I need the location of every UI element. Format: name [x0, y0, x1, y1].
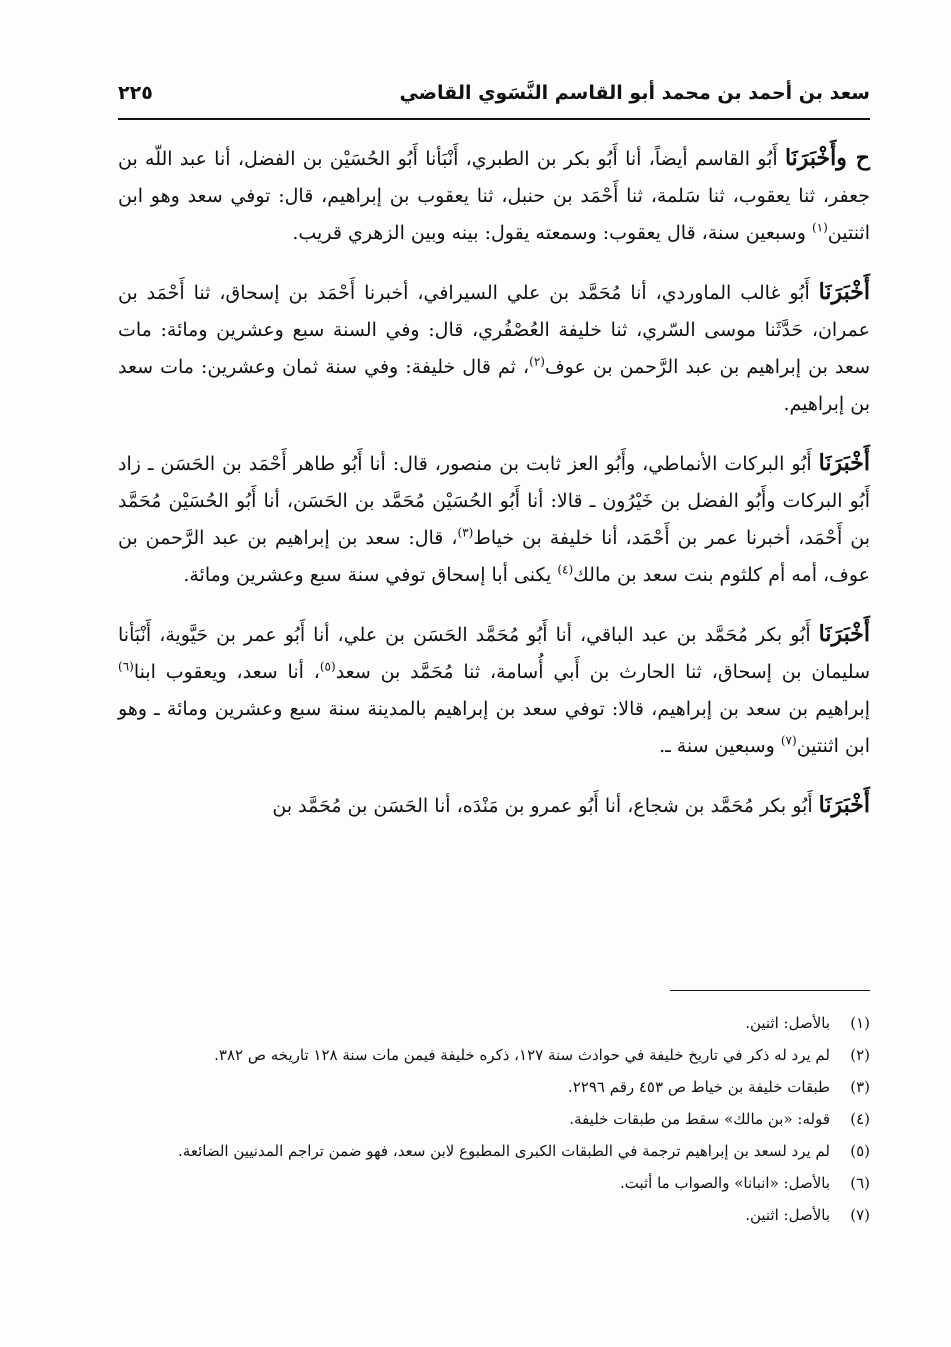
header-rule — [118, 118, 870, 120]
footnote-number: (٢) — [850, 1046, 870, 1064]
footnote-rule — [670, 990, 870, 991]
footnote-text: بالأصل: اثنين. — [745, 1206, 830, 1224]
paragraph — [118, 787, 870, 825]
footnote-marker: (٢) — [529, 354, 545, 369]
paragraph-lead: أَخْبَرَنَا — [818, 450, 870, 476]
footnote-text: لم يرد له ذكر في تاريخ خليفة في حوادث سنة ١٢٧، ذكره خليفة فيمن مات سنة ١٢٨ تاريخه ص ٣٨٢. — [214, 1046, 830, 1064]
footnotes — [118, 1010, 870, 1234]
page-header — [118, 80, 870, 114]
footnote — [118, 1074, 870, 1100]
footnote-text: طبقات خليفة بن خياط ص ٤٥٣ رقم ٢٢٩٦. — [567, 1078, 830, 1096]
footnote-number: (٧) — [850, 1206, 870, 1224]
footnote-text: بالأصل: اثنين. — [745, 1014, 830, 1032]
paragraph-text: وسبعين سنة، قال يعقوب: وسمعته يقول: بينه وبين الزهري قريب. — [292, 222, 812, 244]
paragraph — [118, 445, 870, 594]
paragraph — [118, 140, 870, 252]
paragraph-text: أَبُو بكر مُحَمَّد بن عبد الباقي، أنا أَبُو مُحَمَّد الحَسَن بن علي، أنا أَبُو عمر بن حَيَّوية، أَنْبَأنا سليمان بن إسحاق، ثنا الحارث بن أَبي أُسامة، ثنا مُحَمَّد بن سعد — [118, 624, 870, 683]
footnote-number: (٥) — [850, 1142, 870, 1160]
paragraph-text: وسبعين سنة ـ. — [659, 735, 781, 757]
paragraph-text: أَبُو بكر مُحَمَّد بن شجاع، أنا أَبُو عمرو بن مَنْدَه، أنا الحَسَن بن مُحَمَّد بن — [272, 795, 819, 817]
paragraph-text: أَبُو القاسم أيضاً، أنا أَبُو بكر بن الطبري، أَنْبَأنا أَبُو الحُسَيْن بن الفضل، أنا عبد اللّه بن جعفر، ثنا يعقوب، ثنا سَلمة، ثنا أَحْمَد بن حنبل، ثنا يعقوب بن إبراهيم، قال: توفي سعد وهو ابن اثنتين — [118, 148, 870, 244]
footnote-number: (٤) — [850, 1110, 870, 1128]
paragraph-text: ، أنا سعد، ويعقوب ابنا — [133, 661, 320, 683]
footnote — [118, 1170, 870, 1196]
footnote-text: بالأصل: «انبانا» والصواب ما أثبت. — [619, 1174, 830, 1192]
page-number: ٢٢٥ — [118, 82, 153, 104]
footnote — [118, 1202, 870, 1228]
paragraph — [118, 616, 870, 765]
paragraph-text: ، ثم قال خليفة: وفي سنة ثمان وعشرين: مات سعد بن إبراهيم. — [118, 356, 870, 415]
paragraph-text: ، قال: سعد بن إبراهيم بن عبد الرَّحمن بن عوف، أمه أم كلثوم بنت سعد بن مالك — [118, 527, 870, 586]
running-title: سعد بن أحمد بن محمد أبو القاسم النَّسَوي القاضي — [399, 82, 870, 104]
paragraph-text: أَبُو غالب الماوردي، أنا مُحَمَّد بن علي السيرافي، أخبرنا أَحْمَد بن إسحاق، ثنا أَحْمَد بن عمران، حَدَّثَنا موسى السّري، ثنا خليفة العُصْفُري، قال: وفي السنة سبع وعشرين ومائة: مات سعد بن إبراهيم بن عبد الرَّحمن بن عوف — [118, 282, 871, 378]
footnote — [118, 1138, 870, 1164]
footnote-number: (١) — [850, 1014, 870, 1032]
paragraph-lead: أَخْبَرَنَا — [818, 792, 870, 818]
paragraph-text: يكنى أبا إسحاق توفي سنة سبع وعشرين ومائة. — [183, 564, 558, 586]
footnote-marker: (٧) — [780, 733, 797, 748]
main-text — [118, 140, 870, 847]
paragraph-lead: أَخْبَرَنَا — [818, 279, 870, 305]
paragraph-text: أَبُو البركات الأنماطي، وأَبُو العز ثابت بن منصور، قال: أنا أَبُو طاهر أَحْمَد بن الحَسَن ـ زاد أَبُو البركات وأَبُو الفضل بن خَيْرُون ـ قالا: أنا أَبُو الحُسَيْن مُحَمَّد بن الحَسَن، أنا أَبُو الحُسَيْن مُحَمَّد بن أَحْمَد، أخبرنا عمر بن أَحْمَد، أنا خليفة بن خياط — [118, 453, 870, 549]
footnote — [118, 1042, 870, 1068]
footnote-marker: (١) — [811, 220, 828, 235]
footnote — [118, 1106, 870, 1132]
paragraph — [118, 274, 870, 423]
paragraph-lead: ح وأَخْبَرَنَا — [784, 145, 870, 171]
footnote-marker: (٤) — [557, 562, 574, 577]
footnote-number: (٣) — [850, 1078, 870, 1096]
footnote-text: لم يرد لسعد بن إبراهيم ترجمة في الطبقات الكبرى المطبوع لابن سعد، فهو ضمن تراجم المدنيين الضائعة. — [178, 1142, 830, 1160]
footnote-marker: (٥) — [319, 659, 336, 674]
paragraph-text: إبراهيم بن سعد بن إبراهيم، قالا: توفي سعد بن إبراهيم بالمدينة سنة سبع وعشرين ومائة ـ وهو ابن اثنتين — [118, 698, 870, 757]
paragraph-lead: أَخْبَرَنَا — [818, 621, 870, 647]
footnote-marker: (٣) — [457, 525, 474, 540]
footnote — [118, 1010, 870, 1036]
footnote-text: قوله: «بن مالك» سقط من طبقات خليفة. — [569, 1110, 830, 1128]
footnote-marker: (٦) — [118, 659, 134, 674]
footnote-number: (٦) — [850, 1174, 870, 1192]
